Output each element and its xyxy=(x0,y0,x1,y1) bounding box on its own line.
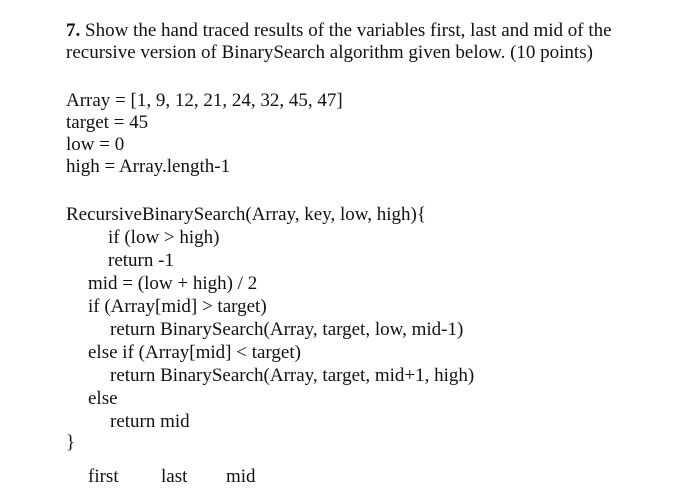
code-signature: RecursiveBinarySearch(Array, key, low, high){ xyxy=(66,204,426,225)
code-return-left: return BinarySearch(Array, target, low, mid-1) xyxy=(110,319,464,340)
target-definition: target = 45 xyxy=(66,112,149,133)
high-definition: high = Array.length-1 xyxy=(66,156,231,177)
code-return-right: return BinarySearch(Array, target, mid+1, high) xyxy=(110,365,475,386)
array-definition: Array = [1, 9, 12, 21, 24, 32, 45, 47] xyxy=(66,90,343,111)
code-if-greater: if (Array[mid] > target) xyxy=(88,296,267,317)
code-mid-calc: mid = (low + high) / 2 xyxy=(88,273,258,294)
question-line-1-text: Show the hand traced results of the variables first, last and mid of the xyxy=(80,20,612,41)
code-return-neg1: return -1 xyxy=(108,250,174,271)
column-first: first xyxy=(88,466,119,487)
low-definition: low = 0 xyxy=(66,134,125,155)
column-last: last xyxy=(161,466,188,487)
question-line-2: recursive version of BinarySearch algorithm given below. (10 points) xyxy=(66,42,593,63)
question-number: 7. xyxy=(66,20,81,41)
question-line-1 xyxy=(66,20,612,42)
column-mid: mid xyxy=(226,466,256,487)
code-else-if-less: else if (Array[mid] < target) xyxy=(88,342,301,363)
code-else: else xyxy=(88,388,118,409)
code-if-low-high: if (low > high) xyxy=(108,227,220,248)
code-closing-brace: } xyxy=(66,432,76,453)
code-return-mid: return mid xyxy=(110,411,190,432)
